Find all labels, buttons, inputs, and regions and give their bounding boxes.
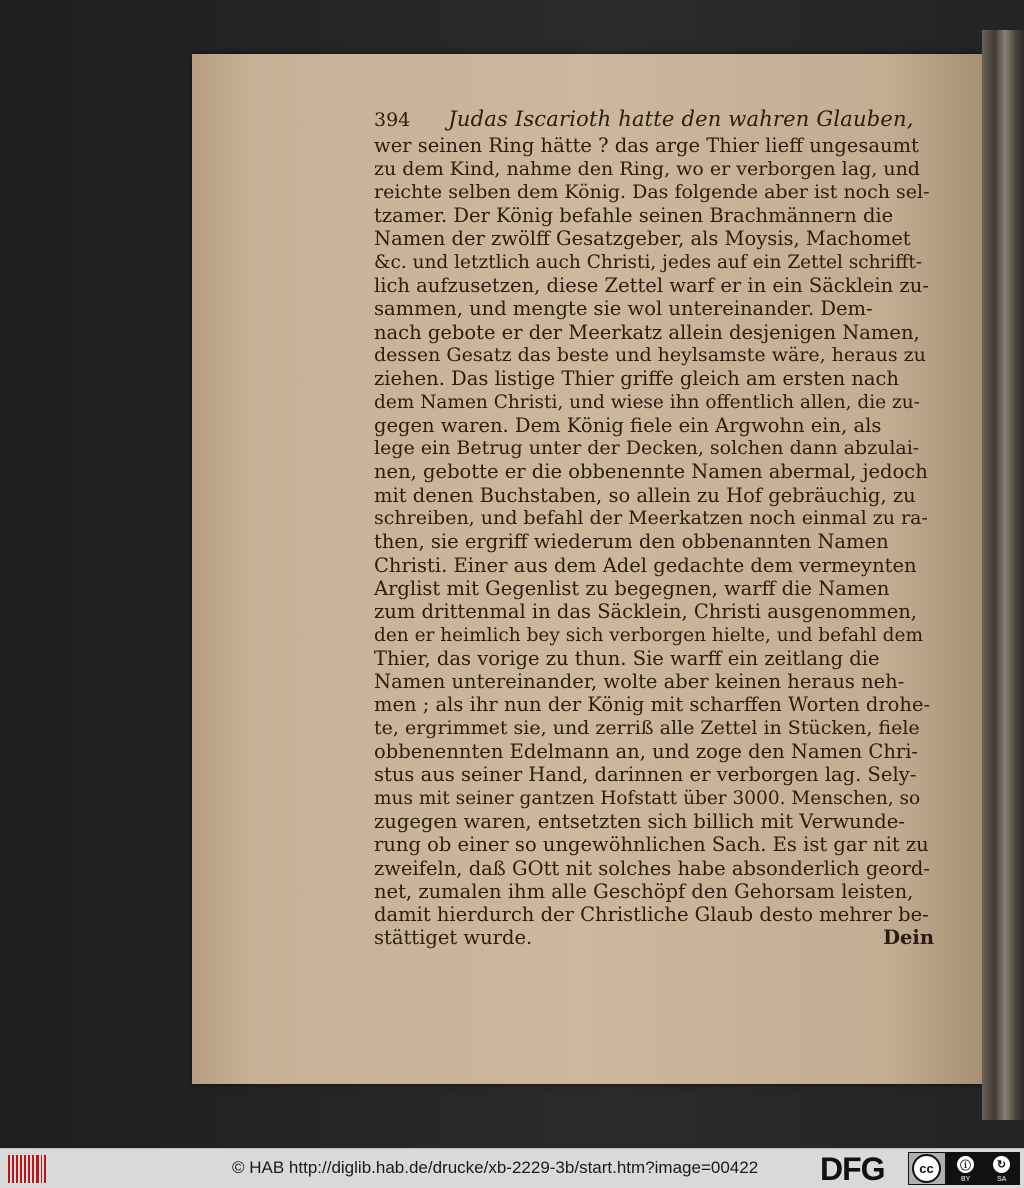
text-line [374,437,934,460]
text-line [374,484,934,507]
copyright-link[interactable]: © HAB http://diglib.hab.de/drucke/xb-2229-3b/start.htm?image=00422 [232,1158,759,1177]
cc-license-badge[interactable] [908,1152,1020,1185]
text-line-content: obbenennten Edelmann an, und zoge den Namen Chri- [374,740,919,764]
text-line [374,903,934,926]
text-line [374,274,934,297]
text-line-content: stus aus seiner Hand, darinnen er verborgen lag. Sely- [374,763,917,787]
text-line [374,857,934,880]
text-line-content: mit denen Buchstaben, so allein zu Hof gebräuchig, zu [374,483,916,507]
text-line [374,297,934,320]
share-alike-icon: ↻ [993,1156,1010,1173]
text-line [374,204,934,227]
text-line-content: zum drittenmal in das Säcklein, Christi ausgenommen, [374,600,917,624]
cc-by-label: BY [961,1176,971,1183]
text-line-content: net, zumalen ihm alle Geschöpf den Gehorsam leisten, [374,879,914,903]
text-line-content: sammen, und mengte sie wol untereinander. Dem- [374,297,873,321]
text-line-content: tzamer. Der König befahle seinen Brachmännern die [374,204,894,228]
book-fore-edge [982,30,1024,1120]
text-line-content: wer seinen Ring hätte ? das arge Thier lieff ungesaumt [374,134,919,158]
text-line [374,251,934,274]
text-line [374,810,934,833]
text-line [374,624,934,647]
text-line [374,833,934,856]
text-line [374,763,934,786]
text-line-content: zugegen waren, entsetzten sich billich mit Verwunde- [374,809,905,833]
text-line-content: mus mit seiner gantzen Hofstatt über 3000. Menschen, so [374,787,921,809]
text-line-content: Christi. Einer aus dem Adel gedachte dem vermeynten [374,553,917,577]
text-line [374,926,934,949]
text-line-content: men ; als ihr nun der König mit scharffen Worten drohe- [374,693,931,717]
text-line-content: zweifeln, daß GOtt nit solches habe absonderlich geord- [374,856,930,880]
text-line-content: reichte selben dem König. Das folgende aber ist noch sel- [374,180,930,203]
text-line [374,181,934,204]
text-line-content: schreiben, und befahl der Meerkatzen noch einmal zu ra- [374,507,928,530]
text-line [374,693,934,716]
text-line [374,787,934,810]
text-line [374,227,934,250]
text-line [374,391,934,414]
text-line [374,880,934,903]
text-line-content: den er heimlich bey sich verborgen hielte, und befahl dem [374,624,924,646]
text-line [374,647,934,670]
text-line-content: damit hierdurch der Christliche Glaub desto mehrer be- [374,903,929,927]
text-line-content: zu dem Kind, nahme den Ring, wo er verborgen lag, und [374,157,920,180]
by-person-icon: ⓘ [957,1156,974,1173]
catchword: Dein [883,926,934,950]
running-head: Judas Iscarioth hatte den wahren Glauben, [448,107,914,131]
page-number: 394 [374,109,411,131]
text-line [374,414,934,437]
text-line [374,717,934,740]
cc-attributes [945,1153,1019,1184]
dfg-logo: DFG [820,1151,885,1187]
text-line [374,507,934,530]
text-line-content: Arglist mit Gegenlist zu begegnen, warff die Namen [374,576,890,600]
text-line [374,577,934,600]
footer-bar [0,1148,1024,1188]
cc-sa-label: SA [997,1176,1007,1183]
text-line-content: stättiget wurde. [374,926,533,950]
text-line-content: nach gebote er der Meerkatz allein desjenigen Namen, [374,320,920,344]
text-line-content: Namen untereinander, wolte aber keinen heraus neh- [374,670,905,694]
barcode-icon [8,1155,46,1183]
text-line [374,460,934,483]
text-line [374,367,934,390]
text-line [374,344,934,367]
page-text [374,108,934,950]
text-line [374,530,934,553]
text-line-content: Thier, das vorige zu thun. Sie warff ein zeitlang die [374,646,880,670]
text-line [374,670,934,693]
text-line-content: &c. und letztlich auch Christi, jedes auf ein Zettel schrifft- [374,251,923,273]
text-line [374,740,934,763]
text-line-content: lich aufzusetzen, diese Zettel warf er in ein Säcklein zu- [374,274,929,298]
text-line-content: gegen waren. Dem König fiele ein Argwohn ein, als [374,413,882,437]
cc-icon: cc [912,1154,941,1183]
text-line-content: nen, gebotte er die obbenennte Namen abermal, jedoch [374,460,928,484]
text-line-content: then, sie ergriff wiederum den obbenannten Namen [374,530,889,554]
text-line [374,321,934,344]
text-line [374,158,934,181]
text-line-content: ziehen. Das listige Thier griffe gleich am ersten nach [374,367,899,391]
text-line [374,134,934,157]
text-line-content: rung ob einer so ungewöhnlichen Sach. Es ist gar nit zu [374,833,929,857]
text-line-content: Namen der zwölff Gesatzgeber, als Moysis, Machomet [374,227,911,251]
text-line [374,600,934,623]
body-text [374,134,934,949]
text-line-content: te, ergrimmet sie, und zerriß alle Zettel in Stücken, fiele [374,716,920,739]
text-line-content: dem Namen Christi, und wiese ihn offentlich allen, die zu- [374,391,920,413]
text-line [374,554,934,577]
text-line-content: dessen Gesatz das beste und heylsamste wäre, heraus zu [374,343,926,366]
page-header [374,108,934,132]
text-line-content: lege ein Betrug unter der Decken, solchen dann abzulai- [374,437,920,460]
